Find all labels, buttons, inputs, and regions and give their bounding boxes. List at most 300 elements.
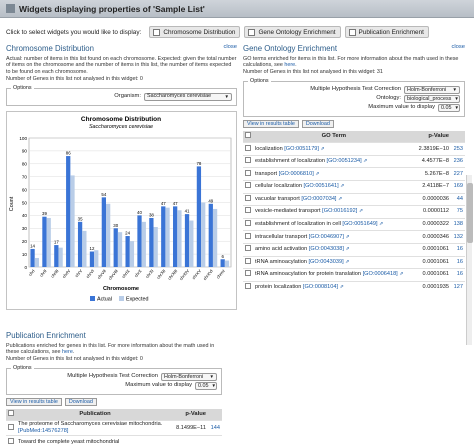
maxval-row <box>248 104 460 112</box>
external-link-icon[interactable]: ⇗ <box>345 258 350 265</box>
tab-label: Gene Ontology Enrichment <box>258 28 336 36</box>
ontology-value: biological_process <box>407 95 452 102</box>
publication-cell <box>16 421 174 436</box>
correction-row <box>248 86 460 94</box>
bar-actual-chrIII[interactable] <box>54 245 58 267</box>
go-id-link[interactable]: [GO:0007034] <box>301 195 337 202</box>
x-tick-label: chrXI <box>144 268 155 280</box>
go-term-header: GO Term <box>253 131 415 143</box>
pvalue-cell: 0.0001061 <box>415 256 451 269</box>
here-link[interactable]: here <box>62 349 73 356</box>
external-link-icon[interactable]: ⇗ <box>340 183 345 190</box>
widget-title: Publication Enrichment <box>6 331 86 340</box>
bar-actual-chrX[interactable] <box>137 215 141 267</box>
table-row[interactable] <box>243 193 465 206</box>
legend-expected: Expected <box>126 296 149 303</box>
checkbox-icon[interactable] <box>245 233 251 239</box>
page-header <box>0 0 474 18</box>
go-term-cell <box>253 281 415 294</box>
table-row[interactable] <box>243 143 465 156</box>
row-checkbox-cell[interactable] <box>243 143 253 156</box>
row-checkbox-cell[interactable] <box>243 243 253 256</box>
checkbox-icon[interactable] <box>245 283 251 289</box>
count-link[interactable]: 236 <box>451 155 465 168</box>
pubmed-link[interactable]: [PubMed:14576278] <box>18 428 69 435</box>
publication-title: The proteome of Saccharomyces cerevisiae mitochondria. <box>18 421 163 428</box>
x-tick-label: chrVII <box>96 268 108 281</box>
go-term-cell <box>253 193 415 206</box>
organism-select[interactable] <box>144 93 232 101</box>
go-term-cell <box>253 168 415 181</box>
not-analysed-text: Number of Genes in this list not analysed in this widget: 0 <box>6 356 143 363</box>
go-term-cell <box>253 206 415 219</box>
data-label: 38 <box>148 212 154 218</box>
chevron-down-icon: ▼ <box>209 374 214 380</box>
table-row[interactable] <box>243 206 465 219</box>
maxval-label: Maximum value to display <box>368 104 435 111</box>
go-term-name: vacuolar transport <box>255 195 300 202</box>
download-button[interactable]: Download <box>302 120 334 128</box>
data-label: 30 <box>113 222 119 228</box>
bar-actual-chrXIV[interactable] <box>185 214 189 267</box>
publication-widget <box>6 331 222 447</box>
y-tick-label: 90 <box>21 148 27 154</box>
data-label: 49 <box>208 198 214 204</box>
go-term-name: tRNA aminoacylation <box>255 258 307 265</box>
count-link[interactable] <box>208 436 222 448</box>
row-checkbox-cell[interactable] <box>6 436 16 448</box>
x-tick-label: chrVI <box>85 268 96 280</box>
not-analysed-text: Number of Genes in this list not analysed in this widget: 31 <box>243 69 383 76</box>
chevron-down-icon: ▼ <box>454 105 459 111</box>
go-term-name: cellular localization <box>255 183 302 190</box>
x-tick-label: chrXV <box>190 268 203 281</box>
table-row[interactable] <box>6 421 222 436</box>
close-link[interactable]: close <box>451 44 465 50</box>
row-checkbox-cell[interactable] <box>243 193 253 206</box>
x-tick-label: chrXVI <box>202 268 214 282</box>
bar-expected-chrVII[interactable] <box>106 204 110 267</box>
y-tick-label: 100 <box>19 135 27 141</box>
maxval-select[interactable] <box>438 104 460 112</box>
view-results-button[interactable]: View in results table <box>6 398 62 406</box>
go-term-name: amino acid activation <box>255 246 308 253</box>
row-checkbox-cell[interactable] <box>243 269 253 282</box>
go-term-name: tRNA aminoacylation for protein translation <box>255 271 362 278</box>
data-label: 47 <box>160 200 166 206</box>
count-link[interactable]: 44 <box>451 193 465 206</box>
x-tick-label: chrmt <box>215 268 226 280</box>
pvalue-cell: 0.0000112 <box>415 206 451 219</box>
external-link-icon[interactable]: ⇗ <box>315 170 320 177</box>
pvalue-cell: 0.0001061 <box>415 269 451 282</box>
row-checkbox-cell[interactable] <box>243 168 253 181</box>
widget-title: Gene Ontology Enrichment <box>243 44 338 53</box>
go-id-link[interactable]: [GO:0006810] <box>278 170 314 177</box>
table-row[interactable] <box>243 218 465 231</box>
x-tick-label: chrXIV <box>178 268 191 282</box>
widget-description: GO terms enriched for items in this list. For more information about the math used in these calculations, see here. <box>243 55 459 69</box>
view-results-button[interactable]: View in results table <box>243 120 299 128</box>
checkbox-icon[interactable] <box>245 270 251 276</box>
y-tick-label: 10 <box>21 251 27 257</box>
bar-expected-chrIV[interactable] <box>70 175 74 267</box>
description-text: Publications enriched for genes in this list. For more information about the math used in these calculations, see <box>6 342 215 356</box>
options-box <box>6 364 222 395</box>
maxval-label: Maximum value to display <box>125 382 192 389</box>
maxval-row <box>11 382 217 390</box>
external-link-icon[interactable]: ⇗ <box>320 145 325 152</box>
checkbox-icon[interactable] <box>245 195 251 201</box>
y-tick-label: 70 <box>21 174 27 180</box>
go-term-cell <box>253 155 415 168</box>
correction-value: Holm-Bonferroni <box>164 373 204 380</box>
pvalue-header: p-Value <box>415 131 451 143</box>
options-legend: Options <box>13 364 32 371</box>
bar-actual-chrXI[interactable] <box>149 218 153 267</box>
bar-expected-chrVI[interactable] <box>94 250 98 267</box>
checkbox-icon[interactable] <box>245 157 251 163</box>
bar-actual-chrVII[interactable] <box>102 197 106 267</box>
pvalue-cell: 2.4118E−7 <box>415 181 451 194</box>
row-checkbox-cell[interactable] <box>243 281 253 294</box>
checkbox-icon[interactable] <box>8 410 14 416</box>
publication-title: Toward the complete yeast mitochondrial <box>18 438 120 445</box>
external-link-icon[interactable]: ⇗ <box>345 233 350 240</box>
count-link[interactable]: 132 <box>451 231 465 244</box>
bar-actual-chrXVI[interactable] <box>209 204 213 267</box>
go-term-name: transport <box>255 170 278 177</box>
x-tick-label: chrIII <box>49 268 60 279</box>
go-id-link[interactable]: [GO:0051234] <box>326 158 362 165</box>
not-analysed-text: Number of Genes in this list not analysed in this widget: 0 <box>6 75 143 82</box>
legend-swatch-expected <box>119 296 124 301</box>
go-id-link[interactable]: [GO:0043038] <box>308 246 344 253</box>
row-checkbox-cell[interactable] <box>243 155 253 168</box>
y-tick-label: 50 <box>21 200 27 206</box>
x-tick-label: chrXIII <box>166 268 179 281</box>
bar-expected-chrII[interactable] <box>47 218 51 267</box>
chromosome-chart <box>6 111 237 310</box>
count-link[interactable]: 75 <box>451 206 465 219</box>
external-link-icon[interactable]: ⇗ <box>358 208 364 215</box>
row-checkbox-cell[interactable] <box>6 421 16 436</box>
action-buttons <box>243 120 465 128</box>
count-link[interactable]: 169 <box>451 181 465 194</box>
go-id-link[interactable]: [GO:0006418] <box>362 271 398 278</box>
data-label: 39 <box>42 211 47 217</box>
action-buttons <box>6 398 222 406</box>
data-label: 40 <box>137 209 142 215</box>
go-id-link[interactable]: [GO:0046907] <box>308 233 344 240</box>
go-term-name: intracellular transport <box>255 233 308 240</box>
bar-actual-chrV[interactable] <box>78 222 82 267</box>
go-term-cell <box>253 243 415 256</box>
bar-expected-chrXVI[interactable] <box>213 209 217 267</box>
widgets-icon <box>6 4 15 13</box>
go-term-cell <box>253 231 415 244</box>
description-text: GO terms enriched for items in this list. For more information about the math used in these calculations, see <box>243 55 459 69</box>
tab-chromosome-distribution[interactable] <box>149 26 240 38</box>
go-term-name: protein localization <box>255 284 302 291</box>
checkbox-icon[interactable] <box>8 438 14 444</box>
bar-actual-chrVI[interactable] <box>90 252 94 267</box>
chromosome-widget <box>6 44 237 316</box>
organism-row <box>11 93 232 101</box>
go-term-cell <box>253 218 415 231</box>
bar-actual-chrmt[interactable] <box>221 259 225 267</box>
x-tick-label: chrV <box>73 268 84 279</box>
bar-expected-chrXII[interactable] <box>165 208 169 267</box>
table-row[interactable] <box>6 436 222 448</box>
go-term-cell <box>253 269 415 282</box>
data-label: 14 <box>30 243 36 249</box>
pvalue-cell: 2.3819E−10 <box>415 143 451 156</box>
count-link[interactable]: 144 <box>208 421 222 436</box>
tab-label: Publication Enrichment <box>358 28 424 36</box>
checkbox-icon <box>248 29 255 36</box>
bar-expected-chrI[interactable] <box>35 258 39 267</box>
select-all-header[interactable] <box>243 131 253 143</box>
table-header <box>243 131 465 143</box>
y-tick-label: 40 <box>21 213 27 219</box>
organism-label: Organism: <box>114 93 141 100</box>
x-tick-label: chrIV <box>61 268 72 280</box>
here-link[interactable]: here <box>284 62 296 69</box>
download-button[interactable]: Download <box>65 398 97 406</box>
widget-description: Publications enriched for genes in this list. For more information about the math used in these calculations, see here. <box>6 342 215 356</box>
publication-cell <box>16 436 174 448</box>
bar-expected-chrIII[interactable] <box>58 248 62 267</box>
ontology-row <box>248 95 460 103</box>
correction-select[interactable] <box>404 86 460 94</box>
data-label: 12 <box>89 246 95 252</box>
checkbox-icon[interactable] <box>245 182 251 188</box>
y-tick-label: 80 <box>21 161 27 167</box>
table-row[interactable] <box>243 181 465 194</box>
row-checkbox-cell[interactable] <box>243 256 253 269</box>
go-term-name: establishment of localization in cell <box>255 221 341 228</box>
table-header <box>6 409 222 421</box>
x-tick-label: chrXII <box>155 268 167 281</box>
count-link[interactable]: 127 <box>451 281 465 294</box>
x-tick-label: chrVIII <box>107 268 119 281</box>
bar-actual-chrII[interactable] <box>42 217 46 267</box>
selector-prompt: Click to select widgets you would like to display: <box>6 28 142 36</box>
bar-expected-chrIX[interactable] <box>130 241 134 267</box>
go-id-link[interactable]: [GO:0051179] <box>284 145 319 152</box>
close-link[interactable]: close <box>223 44 237 50</box>
chevron-down-icon: ▼ <box>454 96 459 102</box>
checkbox-icon[interactable] <box>245 132 251 138</box>
checkbox-icon[interactable] <box>245 258 251 264</box>
data-label: 17 <box>53 239 59 245</box>
publication-table <box>6 409 222 448</box>
table-row[interactable] <box>243 256 465 269</box>
correction-select[interactable] <box>161 373 217 381</box>
chart-title: Chromosome Distribution <box>80 116 162 123</box>
checkbox-icon[interactable] <box>245 220 251 226</box>
bar-expected-chrXIII[interactable] <box>177 210 181 267</box>
bar-actual-chrIV[interactable] <box>66 156 70 267</box>
data-label: 78 <box>196 160 202 166</box>
bar-expected-chrXI[interactable] <box>154 227 158 267</box>
go-term-cell <box>253 256 415 269</box>
chevron-down-icon: ▼ <box>452 87 457 93</box>
external-link-icon[interactable]: ⇗ <box>338 195 343 202</box>
checkbox-icon[interactable] <box>245 245 251 251</box>
bar-expected-chrX[interactable] <box>142 222 146 267</box>
count-link[interactable]: 138 <box>451 218 465 231</box>
count-link[interactable]: 16 <box>451 269 465 282</box>
data-label: 86 <box>65 150 71 156</box>
chart-svg <box>7 112 236 309</box>
go-id-link[interactable]: [GO:0016192] <box>322 208 358 215</box>
legend-actual: Actual <box>97 296 112 303</box>
bar-actual-chrIX[interactable] <box>125 236 129 267</box>
tab-label: Chromosome Distribution <box>163 28 236 36</box>
options-legend: Options <box>250 77 269 84</box>
go-id-link[interactable]: [GO:0008104] <box>302 284 339 291</box>
checkbox-icon <box>349 29 356 36</box>
bar-actual-chrXII[interactable] <box>161 206 165 267</box>
go-term-name: establishment of localization <box>255 158 325 165</box>
x-tick-label: chrI <box>27 268 36 277</box>
count-link[interactable]: 16 <box>451 243 465 256</box>
checkbox-icon <box>153 29 160 36</box>
maxval-value: 0.05 <box>198 382 209 389</box>
table-row[interactable] <box>243 168 465 181</box>
go-enrichment-widget <box>243 44 465 316</box>
pvalue-cell: 8.1499E−11 <box>174 421 208 436</box>
bar-expected-chrXV[interactable] <box>201 203 205 268</box>
external-link-icon[interactable]: ⇗ <box>345 246 350 253</box>
bar-expected-chrmt[interactable] <box>225 261 229 267</box>
data-label: 41 <box>184 208 190 214</box>
go-term-cell <box>253 143 415 156</box>
pvalue-cell: 5.267E−8 <box>415 168 451 181</box>
go-term-cell <box>253 181 415 194</box>
count-link[interactable]: 253 <box>451 143 465 156</box>
data-label: 47 <box>172 200 178 206</box>
pvalue-cell: 4.4577E−8 <box>415 155 451 168</box>
external-link-icon[interactable]: ⇗ <box>339 284 344 291</box>
options-box <box>243 77 465 117</box>
correction-label: Multiple Hypothesis Test Correction <box>310 86 401 93</box>
checkbox-icon[interactable] <box>245 145 251 151</box>
pvalue-header: p-Value <box>174 409 208 421</box>
scrollbar[interactable] <box>466 175 472 345</box>
y-tick-label: 60 <box>21 187 27 193</box>
go-table <box>243 131 465 294</box>
row-checkbox-cell[interactable] <box>243 181 253 194</box>
checkbox-icon[interactable] <box>8 424 14 430</box>
bar-expected-chrV[interactable] <box>82 231 86 267</box>
correction-row <box>11 373 217 381</box>
table-row[interactable] <box>243 231 465 244</box>
chart-subtitle: Saccharomyces cerevisiae <box>88 124 154 130</box>
x-tick-label: chrII <box>38 268 48 278</box>
data-label: 24 <box>125 230 131 236</box>
bar-expected-chrVIII[interactable] <box>118 232 122 267</box>
table-row[interactable] <box>243 155 465 168</box>
bar-actual-chrI[interactable] <box>30 249 34 267</box>
x-axis-label: Chromosome <box>102 286 140 292</box>
tab-gene-ontology[interactable] <box>244 26 340 38</box>
y-axis-label: Count <box>9 196 15 212</box>
external-link-icon[interactable]: ⇗ <box>363 158 368 165</box>
widget-title: Chromosome Distribution <box>6 44 94 53</box>
options-box <box>6 84 237 106</box>
pvalue-cell: 0.0000322 <box>415 218 451 231</box>
widget-selector <box>6 25 471 39</box>
go-id-link[interactable]: [GO:0051649] <box>342 221 378 228</box>
scrollbar-thumb[interactable] <box>467 183 473 243</box>
options-legend: Options <box>13 84 32 91</box>
organism-value: Saccharomyces cerevisiae <box>147 93 212 100</box>
publication-header: Publication <box>16 409 174 421</box>
chevron-down-icon: ▼ <box>211 383 216 389</box>
y-tick-label: 0 <box>24 264 27 270</box>
external-link-icon[interactable]: ⇗ <box>399 271 404 278</box>
legend-swatch-actual <box>90 296 95 301</box>
go-term-name: localization <box>255 145 283 152</box>
pvalue-cell: 0.0000346 <box>415 231 451 244</box>
table-row[interactable] <box>243 281 465 294</box>
data-label: 54 <box>101 191 107 197</box>
maxval-select[interactable] <box>195 382 217 390</box>
tab-publication-enrichment[interactable] <box>345 26 429 38</box>
checkbox-icon[interactable] <box>245 170 251 176</box>
y-tick-label: 30 <box>21 226 27 232</box>
pvalue-cell: 0.0001935 <box>415 281 451 294</box>
table-row[interactable] <box>243 269 465 282</box>
widget-description: Actual: number of items in this list found on each chromosome. Expected: given the total number of items on the chromosome and the number of items in this list, the number of items expected to be found on each chromosome. <box>6 55 237 76</box>
page-title: Widgets displaying properties of 'Sample List' <box>19 3 205 14</box>
select-all-header[interactable] <box>6 409 16 421</box>
chevron-down-icon: ▼ <box>224 93 229 99</box>
bar-expected-chrXIV[interactable] <box>189 221 193 267</box>
external-link-icon[interactable]: ⇗ <box>379 221 384 228</box>
x-tick-label: chrIX <box>120 268 131 280</box>
ontology-label: Ontology: <box>376 95 401 102</box>
y-tick-label: 20 <box>21 239 27 244</box>
pvalue-cell: 0.0001061 <box>415 243 451 256</box>
bar-actual-chrVIII[interactable] <box>114 228 118 267</box>
correction-value: Holm-Bonferroni <box>407 86 447 93</box>
row-checkbox-cell[interactable] <box>243 231 253 244</box>
count-link[interactable]: 227 <box>451 168 465 181</box>
data-label: 35 <box>77 216 83 222</box>
correction-label: Multiple Hypothesis Test Correction <box>67 373 158 380</box>
count-link[interactable]: 16 <box>451 256 465 269</box>
go-id-link[interactable]: [GO:0043039] <box>308 258 344 265</box>
table-row[interactable] <box>243 243 465 256</box>
bar-actual-chrXV[interactable] <box>197 166 201 267</box>
go-id-link[interactable]: [GO:0051641] <box>303 183 339 190</box>
data-label: 6 <box>221 253 224 259</box>
x-tick-label: chrX <box>133 268 143 279</box>
row-checkbox-cell[interactable] <box>243 218 253 231</box>
row-checkbox-cell[interactable] <box>243 206 253 219</box>
ontology-select[interactable] <box>404 95 460 103</box>
maxval-value: 0.05 <box>441 104 452 111</box>
pvalue-cell: 0.0000036 <box>415 193 451 206</box>
checkbox-icon[interactable] <box>245 207 251 213</box>
bar-actual-chrXIII[interactable] <box>173 206 177 267</box>
pvalue-cell <box>174 436 208 448</box>
go-term-name: vesicle-mediated transport <box>255 208 321 215</box>
